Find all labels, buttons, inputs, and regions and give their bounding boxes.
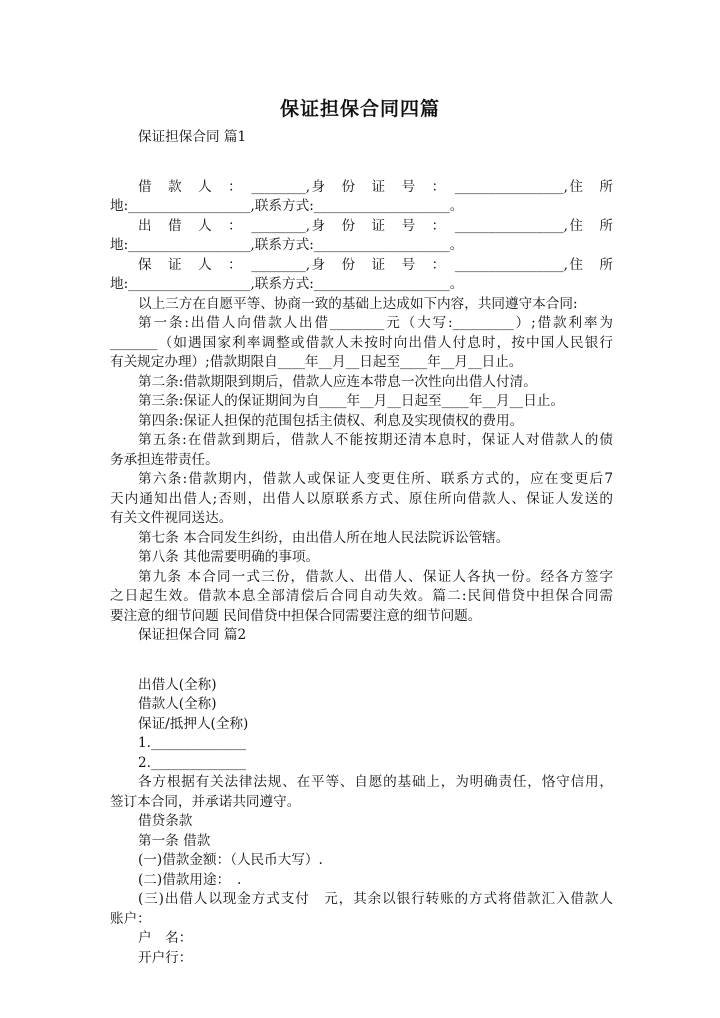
article-1-line-1: 第一条:出借人向借款人出借________元（大写:_________）;借款利率为 [138,315,613,331]
account-name: 户 名： [138,930,193,946]
loan-terms-heading: 借贷条款 [138,813,193,829]
payment-method-line-2: 账户： [110,910,151,927]
article-5-line-2: 务承担连带责任。 [110,451,219,468]
article-6-line-3: 有关文件视同送达。 [110,510,233,526]
lender-line: 出 借 人 ： ________,身 份 证 号 ： ________________,住 所 [138,217,613,234]
article-6-line-1: 第六条:借款期内，借款人或保证人变更住所、联系方式的，应在变更后7 [138,471,613,487]
party-borrower: 借款人(全称) [138,696,217,712]
guarantor-2: 2.______________ [138,754,247,771]
guarantor-line: 保 证 人 ： ________,身 份 证 号 ： ________________,住 所 [138,256,613,273]
article-3: 第三条:保证人的保证期间为自____年__月__日起至____年__月__日止。 [138,393,564,409]
document-title: 保证担保合同四篇 [279,98,440,120]
section-heading-1: 保证担保合同 篇1 [138,129,247,145]
account-bank: 开户行： [138,949,193,966]
document-body [110,128,613,968]
loan-article-1: 第一条 借款 [138,832,211,849]
party-lender: 出借人(全称) [138,676,217,693]
article-6-line-2: 天内通知出借人;否则，出借人以原联系方式、原住所向借款人、保证人发送的 [110,490,613,507]
article-1-line-2: _______（如遇国家利率调整或借款人未按时向出借人付息时，按中国人民银行 [110,334,613,351]
article-9-line-1: 第九条 本合同一式三份，借款人、出借人、保证人各执一份。经各方签字 [138,568,613,585]
article-9-line-2: 之日起生效。借款本息全部清偿后合同自动失效。篇二:民间借贷中担保合同需 [110,588,613,604]
loan-purpose: (二)借款用途： . [138,871,242,888]
article-9-line-3: 要注意的细节问题 民间借贷中担保合同需要注意的细节问题。 [110,607,482,624]
blank-line [110,646,613,676]
article-7: 第七条 本合同发生纠纷，由出借人所在地人民法院诉讼管辖。 [138,529,510,546]
borrower-line: 借 款 人 ： ________,身 份 证 号 ： ________________,住 所 [138,178,613,195]
article-2: 第二条:借款期限到期后，借款人应连本带息一次性向出借人付清。 [138,373,537,390]
loan-amount: (一)借款金额：（人民币大写）. [138,852,323,868]
article-1-line-3: 有关规定办理）;借款期限自____年__月__日起至____年__月__日止。 [110,354,523,370]
borrower-address-line: 地:__________________,联系方式:____________________。 [110,198,464,214]
preamble: 以上三方在自愿平等、协商一致的基础上达成如下内容，共同遵守本合同: [138,295,578,312]
section-heading-2: 保证担保合同 篇2 [138,627,247,643]
blank-line [110,148,613,178]
party-guarantor: 保证/抵押人(全称) [138,715,249,732]
guarantor-address-line: 地:__________________,联系方式:____________________。 [110,276,464,292]
article-8: 第八条 其他需要明确的事项。 [138,549,320,565]
agreement-line-1: 各方根据有关法律法规、在平等、自愿的基础上，为明确责任，恪守信用， [138,774,613,790]
article-5-line-1: 第五条:在借款到期后，借款人不能按期还清本息时，保证人对借款人的债 [138,432,613,448]
guarantor-1: 1.______________ [138,735,247,751]
payment-method-line-1: (三)出借人以现金方式支付 元，其余以银行转账的方式将借款汇入借款人 [138,891,613,907]
agreement-line-2: 签订本合同，并承诺共同遵守。 [110,793,301,810]
article-4: 第四条:保证人担保的范围包括主债权、利息及实现债权的费用。 [138,412,524,429]
lender-address-line: 地:__________________,联系方式:____________________。 [110,237,464,253]
